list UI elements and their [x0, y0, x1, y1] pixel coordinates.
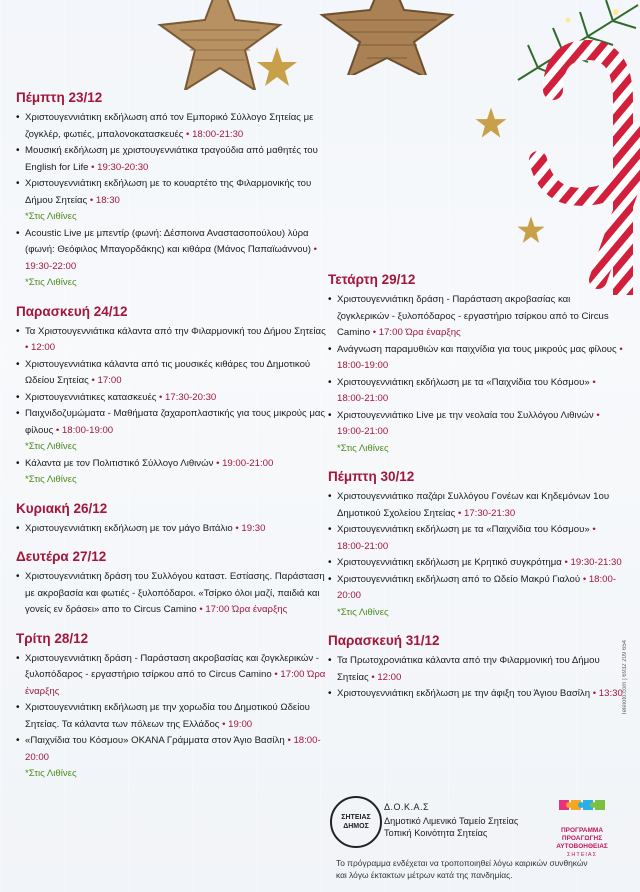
event-item: • Acoustic Live με μπεντίρ (φωνή: Δέσποινα Αναστασοπούλου) λύρα (φωνή: Θεόφιλος Μπαγορδάκης) και κιθάρα (Μάνος Παπαϊωάννου) • 19:30-22:00	[16, 226, 331, 276]
location-note: *Στις Λιθίνες	[25, 211, 77, 222]
day-block	[16, 501, 331, 538]
event-item: • Χριστουγεννιάτικη εκδήλωση με το κουαρτέτο της Φιλαρμονικής του Δήμου Σητείας • 18:30	[16, 176, 331, 209]
location-note: *Στις Λιθίνες	[337, 606, 389, 618]
event-item: • Κάλαντα με τον Πολιτιστικό Σύλλογο Λιθινών • 19:00-21:00	[16, 456, 331, 473]
day-block	[16, 549, 331, 619]
event-item: • Τα Πρωτοχρονιάτικα κάλαντα από την Φιλαρμονική του Δήμου Σητείας • 12:00	[328, 653, 624, 686]
event-item: • Παιχνιδοζυμώματα - Μαθήματα ζαχαροπλαστικής για τους μικρούς μας φίλους • 18:00-19:00	[16, 406, 331, 439]
day-title: Πέμπτη 23/12	[16, 90, 103, 105]
event-item: • Χριστουγεννιάτικη εκδήλωση με την χορωδία του Δημοτικού Ωδείου Σητείας. Τα κάλαντα των πόλεων της Ελλάδος • 19:00	[16, 700, 331, 733]
event-item: • Χριστουγεννιάτικα κάλαντα από τις μουσικές κιθάρες του Δημοτικού Ωδείου Σητείας • 17:00	[16, 357, 331, 390]
event-item: • Χριστουγεννιάτικη δράση - Παράσταση ακροβασίας και ζογκλερικών - ξυλοπόδαρος - εργαστήριο τσίρκου από το Circus Camino • 17:00 Ώρα έναρξης	[328, 292, 624, 342]
wicker-star-decoration-icon	[312, 0, 462, 75]
location-note: *Στις Λιθίνες	[25, 768, 77, 779]
day-block	[16, 90, 331, 292]
gold-star-icon	[516, 215, 546, 245]
puzzle-pieces-icon	[557, 796, 607, 822]
program-line-1: ΠΡΟΓΡΑΜΜΑ	[560, 827, 604, 834]
location-note: *Στις Λιθίνες	[25, 474, 77, 485]
candy-cane-icon	[528, 20, 640, 295]
location-note: *Στις Λιθίνες	[25, 441, 77, 452]
event-item: • Χριστουγεννιάτικη δράση του Συλλόγου καταστ. Εστίασης. Παράσταση με ακροβασία και φωτιές - ξυλοπόδαροι. «Τσίρκο όλοι μαζί, παιδιά και γονείς εν δράσει» απο το Circus Camino • 17:00 Ώρα έναρξης	[16, 569, 331, 619]
event-item: • Χριστουγεννιάτικη εκδήλωση με τα «Παιχνίδια του Κόσμου» • 18:00-21:00	[328, 522, 624, 555]
day-block	[16, 631, 331, 783]
disclaimer-line-2: και λόγω έκτακτων μέτρων κατά της πανδημίας.	[336, 870, 513, 880]
day-block	[328, 469, 624, 621]
event-item: • Χριστουγεννιάτικο παζάρι Συλλόγου Γονέων και Κηδεμόνων 1ου Δημοτικού Σχολείου Σητείας • 17:30-21:30	[328, 489, 624, 522]
organization-info	[384, 802, 518, 838]
side-credit: Teleioto.com | 6932 209 654	[622, 640, 628, 716]
pine-branch-icon	[508, 0, 640, 90]
gold-star-icon	[474, 106, 508, 140]
municipality-logo-text: ΣΗΤΕΙΑΣ ΔΗΜΟΣ	[341, 814, 371, 830]
schedule-left-column	[16, 90, 331, 795]
gold-star-icon	[255, 45, 299, 89]
day-title: Δευτέρα 27/12	[16, 549, 107, 564]
event-item: • «Παιχνίδια του Κόσμου» ΟΚΑΝΑ Γράμματα στον Άγιο Βασίλη • 18:00-20:00	[16, 733, 331, 766]
day-title: Τετάρτη 29/12	[328, 272, 416, 287]
event-item: • Χριστουγεννιάτικο Live με την νεολαία του Συλλόγου Λιθινών • 19:00-21:00	[328, 408, 624, 441]
event-item: • Τα Χριστουγεννιάτικα κάλαντα από την Φιλαρμονική του Δήμου Σητείας • 12:00	[16, 324, 331, 357]
program-line-4: ΣΗΤΕΙΑΣ	[567, 852, 597, 858]
event-item: • Χριστουγεννιάτικη εκδήλωση με τον μάγο Βιτάλιο • 19:30	[16, 521, 331, 538]
self-help-program-logo	[552, 796, 612, 859]
wicker-star-decoration-icon	[150, 0, 290, 90]
day-title: Κυριακή 26/12	[16, 500, 108, 516]
day-title: Παρασκευή 31/12	[328, 633, 440, 648]
day-title: Παρασκευή 24/12	[16, 303, 128, 319]
event-item: • Χριστουγεννιάτικες κατασκευές • 17:30-20:30	[16, 390, 331, 407]
event-item: • Χριστουγεννιάτικη εκδήλωση με τα «Παιχνίδια του Κόσμου» • 18:00-21:00	[328, 375, 624, 408]
program-line-3: ΑΥΤΟΒΟΗΘΕΙΑΣ	[556, 843, 608, 850]
org-abbrev: Δ.Ο.Κ.Α.Σ	[384, 802, 430, 812]
event-item: • Μουσική εκδήλωση με χριστουγεννιάτικα τραγούδια από μαθητές του English for Life • 19:30-20:30	[16, 143, 331, 176]
location-note: *Στις Λιθίνες	[25, 277, 77, 288]
disclaimer	[336, 858, 588, 880]
event-item: • Χριστουγεννιάτικη εκδήλωση με Κρητικό συγκρότημα • 19:30-21:30	[328, 555, 624, 572]
location-note: *Στις Λιθίνες	[337, 442, 389, 454]
event-item: • Χριστουγεννιάτικη δράση - Παράσταση ακροβασίας και ζογκλερικών - ξυλοπόδαρος - εργαστήριο τσίρκου από το Circus Camino • 17:00 Ώρα έναρξης	[16, 651, 331, 701]
disclaimer-line-1: Το πρόγραμμα ενδέχεται να τροποποιηθεί λόγω καιρικών συνθηκών	[336, 858, 588, 868]
day-block	[16, 304, 331, 489]
program-line-2: ΠΡΟΑΓΩΓΗΣ	[561, 835, 603, 842]
event-item: • Χριστουγεννιάτικη εκδήλωση από τον Εμπορικό Σύλλογο Σητείας με ζογκλέρ, φωτιές, μπαλονοκατασκευές • 18:00-21:30	[16, 110, 331, 143]
org-line-2: Τοπική Κοινότητα Σητείας	[384, 828, 488, 838]
day-block	[328, 272, 624, 457]
municipality-logo	[330, 796, 382, 848]
event-item: • Χριστουγεννιάτικη εκδήλωση με την άφιξη του Άγιου Βασίλη • 13:30	[328, 686, 624, 703]
day-title: Τρίτη 28/12	[16, 630, 89, 646]
org-line-1: Δημοτικό Λιμενικό Ταμείο Σητείας	[384, 816, 519, 826]
schedule-right-column	[328, 272, 624, 715]
event-item: • Ανάγνωση παραμυθιών και παιχνίδια για τους μικρούς μας φίλους • 18:00-19:00	[328, 342, 624, 375]
day-block	[328, 633, 624, 703]
event-item: • Χριστουγεννιάτικη εκδήλωση από το Ωδείο Μακρύ Γιαλού • 18:00-20:00	[328, 572, 624, 605]
day-title: Πέμπτη 30/12	[328, 469, 415, 484]
